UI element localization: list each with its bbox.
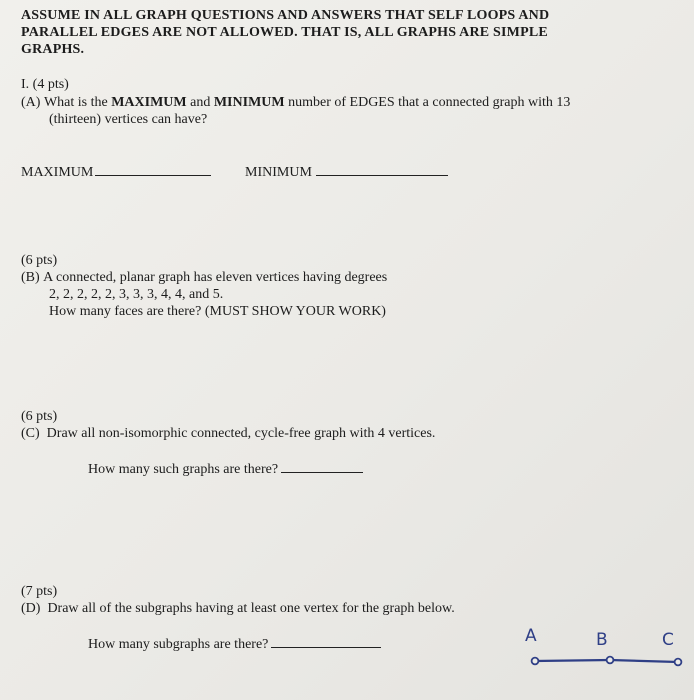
q4-text-1: Draw all of the subgraphs having at least one vertex for the graph below. (47, 601, 455, 616)
q4-label: (D) (21, 601, 41, 616)
q3-line-1 (21, 425, 435, 442)
q2-label: (B) (21, 270, 40, 285)
q4-answer-row (88, 635, 381, 653)
q4-points: (7 pts) (21, 584, 58, 599)
q1-points: I. (4 pts) (21, 77, 69, 92)
q1-a-text-pre: What is the (43, 95, 112, 110)
q1-a-line-2: (thirteen) vertices can have? (49, 112, 208, 127)
q3-question: How many such graphs are there? (88, 462, 279, 477)
vertex-label-b: B (596, 630, 608, 650)
min-label: MINIMUM (245, 165, 312, 180)
q2-points: (6 pts) (21, 253, 58, 268)
q4-question: How many subgraphs are there? (88, 637, 269, 652)
q4-answer-blank[interactable] (271, 635, 381, 648)
q2-line-1 (21, 269, 387, 286)
graph-drawing (520, 648, 694, 678)
max-answer-row (21, 163, 211, 181)
vertex-b (607, 657, 614, 664)
q1-a-bold-maximum: MAXIMUM (111, 95, 187, 110)
edge-b-c (610, 660, 678, 662)
q3-label: (C) (21, 426, 40, 441)
q3-points: (6 pts) (21, 409, 58, 424)
vertex-c (675, 659, 682, 666)
q1-a-text-mid: and (186, 95, 214, 110)
max-label: MAXIMUM (21, 165, 94, 180)
q2-line-3: How many faces are there? (MUST SHOW YOUR WORK) (49, 304, 386, 319)
q4-line-1 (21, 600, 455, 617)
edge-a-b (535, 660, 610, 661)
vertex-label-a: A (525, 626, 537, 646)
vertex-a (532, 658, 539, 665)
q2-line-2: 2, 2, 2, 2, 2, 3, 3, 3, 4, 4, and 5. (49, 287, 224, 302)
q3-text-1: Draw all non-isomorphic connected, cycle-free graph with 4 vertices. (46, 426, 436, 441)
max-answer-blank[interactable] (95, 163, 211, 176)
q1-a-line-1 (21, 94, 570, 111)
vertex-label-c: C (662, 630, 674, 650)
q1-a-bold-minimum: MINIMUM (213, 95, 285, 110)
min-answer-blank[interactable] (316, 163, 448, 176)
header-line-2: PARALLEL EDGES ARE NOT ALLOWED. THAT IS, ALL GRAPHS ARE SIMPLE (21, 25, 548, 40)
q3-answer-row (88, 460, 363, 478)
q3-answer-blank[interactable] (281, 460, 363, 473)
q2-text-1: A connected, planar graph has eleven vertices having degrees (43, 270, 388, 285)
header-line-3: GRAPHS. (21, 42, 85, 57)
q1-a-label: (A) (21, 95, 41, 110)
header-line-1: ASSUME IN ALL GRAPH QUESTIONS AND ANSWERS THAT SELF LOOPS AND (21, 8, 550, 23)
min-answer-row (245, 163, 448, 181)
q1-a-text-post: number of EDGES that a connected graph with 13 (284, 95, 571, 110)
